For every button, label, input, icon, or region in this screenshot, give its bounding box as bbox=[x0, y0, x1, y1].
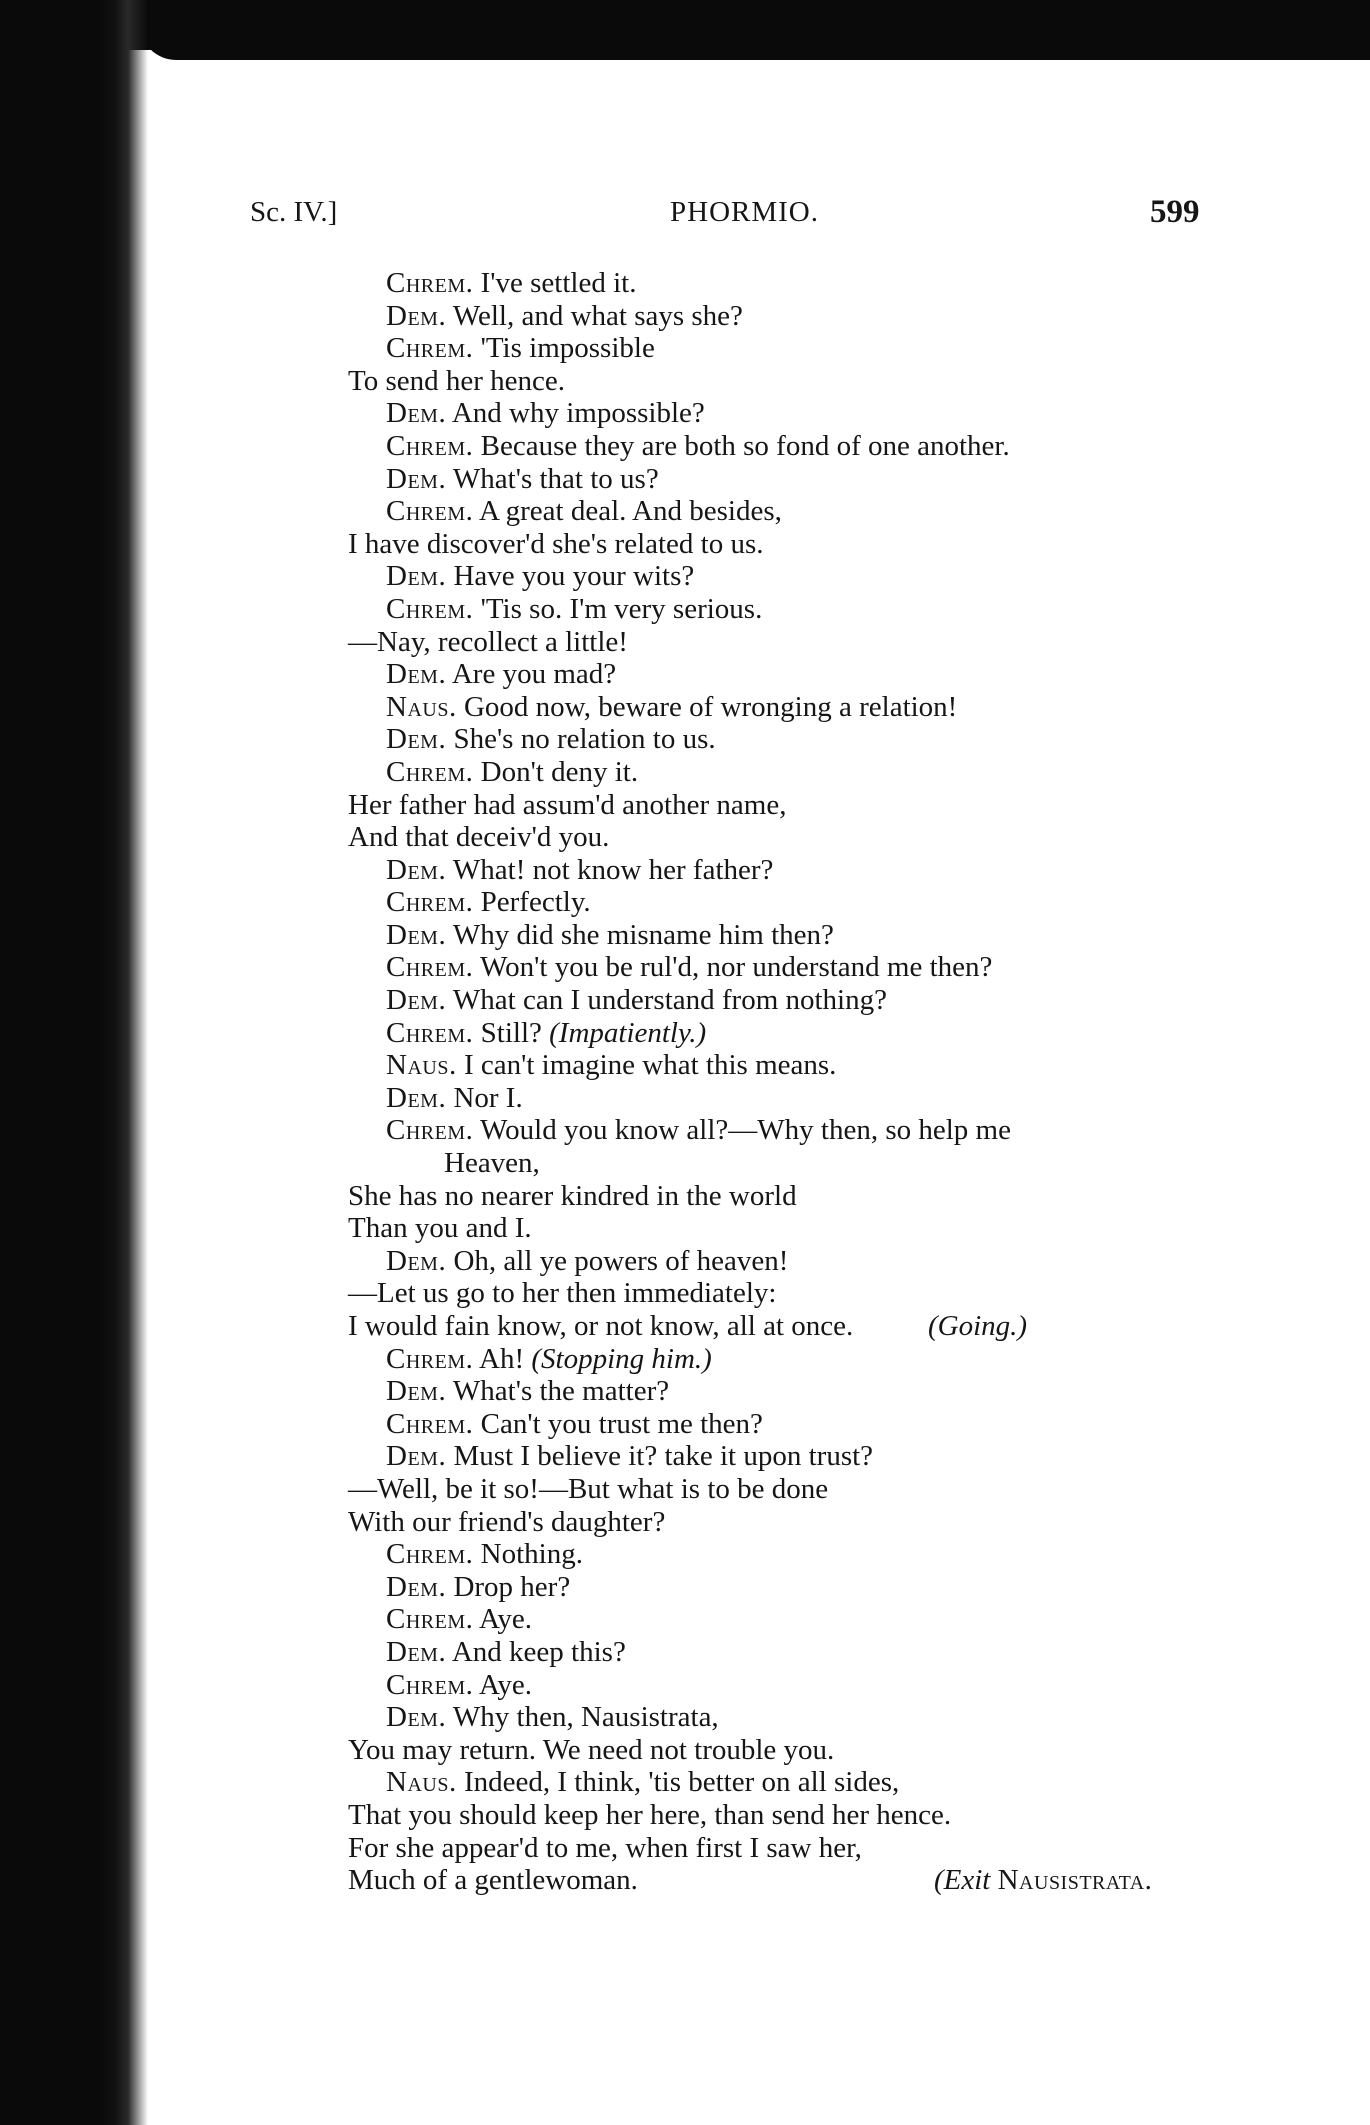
line-text: Still? bbox=[473, 1016, 550, 1049]
verse-line bbox=[348, 626, 1328, 659]
speech-line bbox=[348, 691, 1328, 724]
speaker-name: Dem. bbox=[386, 1244, 447, 1277]
verse-line bbox=[348, 1864, 1328, 1897]
speaker-name: Dem. bbox=[386, 1440, 447, 1473]
verse-line bbox=[348, 1734, 1328, 1767]
speaker-name: Dem. bbox=[386, 1635, 447, 1668]
speech-line bbox=[348, 495, 1328, 528]
verse-line bbox=[348, 1473, 1328, 1506]
line-text: I would fain know, or not know, all at once. bbox=[348, 1310, 854, 1342]
speaker-name: Chrem. bbox=[386, 1016, 474, 1049]
line-text: What can I understand from nothing? bbox=[446, 984, 887, 1017]
line-text: 'Tis impossible bbox=[473, 332, 655, 365]
speaker-name: Chrem. bbox=[386, 886, 474, 919]
speaker-name: Naus. bbox=[386, 1766, 457, 1799]
line-text: For she appear'd to me, when first I saw her, bbox=[348, 1831, 862, 1864]
speech-line bbox=[348, 1082, 1328, 1115]
speech-line bbox=[348, 1408, 1328, 1441]
speaker-name: Dem. bbox=[386, 984, 447, 1017]
speaker-name: Dem. bbox=[386, 1570, 447, 1603]
line-text: What! not know her father? bbox=[446, 853, 774, 886]
speaker-name: Dem. bbox=[386, 560, 447, 593]
line-text: —Let us go to her then immediately: bbox=[348, 1277, 777, 1310]
continuation-line bbox=[348, 1147, 1328, 1180]
speaker-name: Dem. bbox=[386, 1081, 447, 1114]
exit-direction bbox=[934, 1864, 1152, 1897]
stage-direction: (Stopping him.) bbox=[531, 1342, 712, 1375]
speech-line bbox=[348, 919, 1328, 952]
line-text: —Nay, recollect a little! bbox=[348, 625, 628, 658]
speech-line bbox=[348, 1114, 1328, 1147]
speaker-name: Dem. bbox=[386, 1701, 447, 1734]
line-text: Would you know all?—Why then, so help me bbox=[473, 1114, 1011, 1147]
line-text: And keep this? bbox=[446, 1635, 626, 1668]
speech-line bbox=[348, 854, 1328, 887]
line-text: And why impossible? bbox=[446, 397, 705, 430]
line-text: Don't deny it. bbox=[473, 755, 639, 788]
speaker-name: Dem. bbox=[386, 1375, 447, 1408]
exit-character: Nausistrata. bbox=[997, 1864, 1153, 1897]
speech-line bbox=[348, 430, 1328, 463]
verse-line bbox=[348, 365, 1328, 398]
speaker-name: Dem. bbox=[386, 853, 447, 886]
speaker-name: Chrem. bbox=[386, 1114, 474, 1147]
line-text: What's the matter? bbox=[446, 1375, 670, 1408]
verse-line bbox=[348, 528, 1328, 561]
play-title: PHORMIO. bbox=[670, 196, 819, 228]
speech-line bbox=[348, 1669, 1328, 1702]
line-text: What's that to us? bbox=[446, 462, 659, 495]
speaker-name: Chrem. bbox=[386, 592, 474, 625]
exit-label: (Exit bbox=[934, 1864, 998, 1897]
stage-direction: (Impatiently.) bbox=[549, 1016, 707, 1049]
line-text: Ah! bbox=[473, 1342, 532, 1375]
line-text: —Well, be it so!—But what is to be done bbox=[348, 1472, 829, 1505]
speech-line bbox=[348, 267, 1328, 300]
line-text: Won't you be rul'd, nor understand me then? bbox=[473, 951, 993, 984]
verse-line bbox=[348, 1832, 1328, 1865]
speech-line bbox=[348, 1571, 1328, 1604]
speaker-name: Chrem. bbox=[386, 1668, 474, 1701]
line-text: Have you your wits? bbox=[446, 560, 695, 593]
line-text: She has no nearer kindred in the world bbox=[348, 1179, 797, 1212]
line-text: Because they are both so fond of one another. bbox=[473, 429, 1010, 462]
speech-line bbox=[348, 1766, 1328, 1799]
line-text: Aye. bbox=[473, 1668, 532, 1701]
line-text: Aye. bbox=[473, 1603, 532, 1636]
speaker-name: Dem. bbox=[386, 658, 447, 691]
speech-line bbox=[348, 1375, 1328, 1408]
line-text: Good now, beware of wronging a relation! bbox=[456, 690, 958, 723]
line-text: I can't imagine what this means. bbox=[456, 1049, 837, 1082]
speaker-name: Chrem. bbox=[386, 267, 474, 299]
speaker-name: Chrem. bbox=[386, 1407, 474, 1440]
speaker-name: Chrem. bbox=[386, 495, 474, 528]
line-text: A great deal. And besides, bbox=[473, 495, 782, 528]
line-text: I have discover'd she's related to us. bbox=[348, 527, 764, 560]
speech-line bbox=[348, 1440, 1328, 1473]
speech-line bbox=[348, 723, 1328, 756]
verse-line bbox=[348, 789, 1328, 822]
line-text: Much of a gentlewoman. bbox=[348, 1864, 638, 1897]
line-text: Can't you trust me then? bbox=[473, 1407, 763, 1440]
line-text: Her father had assum'd another name, bbox=[348, 788, 787, 821]
speech-line bbox=[348, 332, 1328, 365]
speech-line bbox=[348, 1049, 1328, 1082]
line-text: Perfectly. bbox=[473, 886, 591, 919]
verse-line bbox=[348, 1310, 1328, 1343]
speaker-name: Naus. bbox=[386, 1049, 457, 1082]
page-number: 599 bbox=[1150, 194, 1200, 230]
line-text: Why then, Nausistrata, bbox=[446, 1701, 719, 1734]
speaker-name: Dem. bbox=[386, 397, 447, 430]
verse-line bbox=[348, 1799, 1328, 1832]
verse-line bbox=[348, 1506, 1328, 1539]
speech-line bbox=[348, 1245, 1328, 1278]
line-text: You may return. We need not trouble you. bbox=[348, 1733, 835, 1766]
speech-line bbox=[348, 560, 1328, 593]
speech-line bbox=[348, 593, 1328, 626]
speaker-name: Chrem. bbox=[386, 1603, 474, 1636]
speaker-name: Chrem. bbox=[386, 1538, 474, 1571]
line-text: That you should keep her here, than send her hence. bbox=[348, 1798, 952, 1831]
speech-line bbox=[348, 1017, 1328, 1050]
running-header bbox=[250, 196, 1300, 246]
speech-line bbox=[348, 397, 1328, 430]
speaker-name: Chrem. bbox=[386, 429, 474, 462]
speech-line bbox=[348, 951, 1328, 984]
scene-label: Sc. IV.] bbox=[250, 196, 338, 228]
speech-line bbox=[348, 1636, 1328, 1669]
speech-line bbox=[348, 1603, 1328, 1636]
speech-line bbox=[348, 300, 1328, 333]
verse-line bbox=[348, 1180, 1328, 1213]
line-text: I've settled it. bbox=[473, 267, 637, 299]
speaker-name: Chrem. bbox=[386, 332, 474, 365]
speech-line bbox=[348, 1343, 1328, 1376]
verse-line bbox=[348, 821, 1328, 854]
speech-line bbox=[348, 1538, 1328, 1571]
speech-line bbox=[348, 886, 1328, 919]
line-text: Nothing. bbox=[473, 1538, 583, 1571]
speaker-name: Dem. bbox=[386, 918, 447, 951]
line-text: Indeed, I think, 'tis better on all sides, bbox=[456, 1766, 900, 1799]
line-text: Are you mad? bbox=[446, 658, 617, 691]
line-text: She's no relation to us. bbox=[446, 723, 716, 756]
speech-line bbox=[348, 984, 1328, 1017]
speaker-name: Chrem. bbox=[386, 951, 474, 984]
stage-direction: (Going.) bbox=[928, 1310, 1028, 1342]
speaker-name: Dem. bbox=[386, 299, 447, 332]
speech-line bbox=[348, 658, 1328, 691]
speech-line bbox=[348, 1701, 1328, 1734]
verse-line bbox=[348, 1212, 1328, 1245]
line-text: And that deceiv'd you. bbox=[348, 821, 610, 854]
speaker-name: Dem. bbox=[386, 723, 447, 756]
speaker-name: Dem. bbox=[386, 462, 447, 495]
line-text: Heaven, bbox=[444, 1147, 540, 1180]
speech-line bbox=[348, 463, 1328, 496]
line-text: Must I believe it? take it upon trust? bbox=[446, 1440, 874, 1473]
line-text: 'Tis so. I'm very serious. bbox=[473, 592, 763, 625]
line-text: Why did she misname him then? bbox=[446, 918, 834, 951]
line-text: Drop her? bbox=[446, 1570, 571, 1603]
line-text: To send her hence. bbox=[348, 364, 565, 397]
speaker-name: Chrem. bbox=[386, 755, 474, 788]
speech-line bbox=[348, 756, 1328, 789]
speaker-name: Chrem. bbox=[386, 1342, 474, 1375]
line-text: With our friend's daughter? bbox=[348, 1505, 666, 1538]
play-text bbox=[348, 267, 1328, 1897]
speaker-name: Naus. bbox=[386, 690, 457, 723]
line-text: Than you and I. bbox=[348, 1212, 532, 1245]
verse-line bbox=[348, 1277, 1328, 1310]
line-text: Nor I. bbox=[446, 1081, 523, 1114]
line-text: Well, and what says she? bbox=[446, 299, 743, 332]
line-text: Oh, all ye powers of heaven! bbox=[446, 1244, 789, 1277]
